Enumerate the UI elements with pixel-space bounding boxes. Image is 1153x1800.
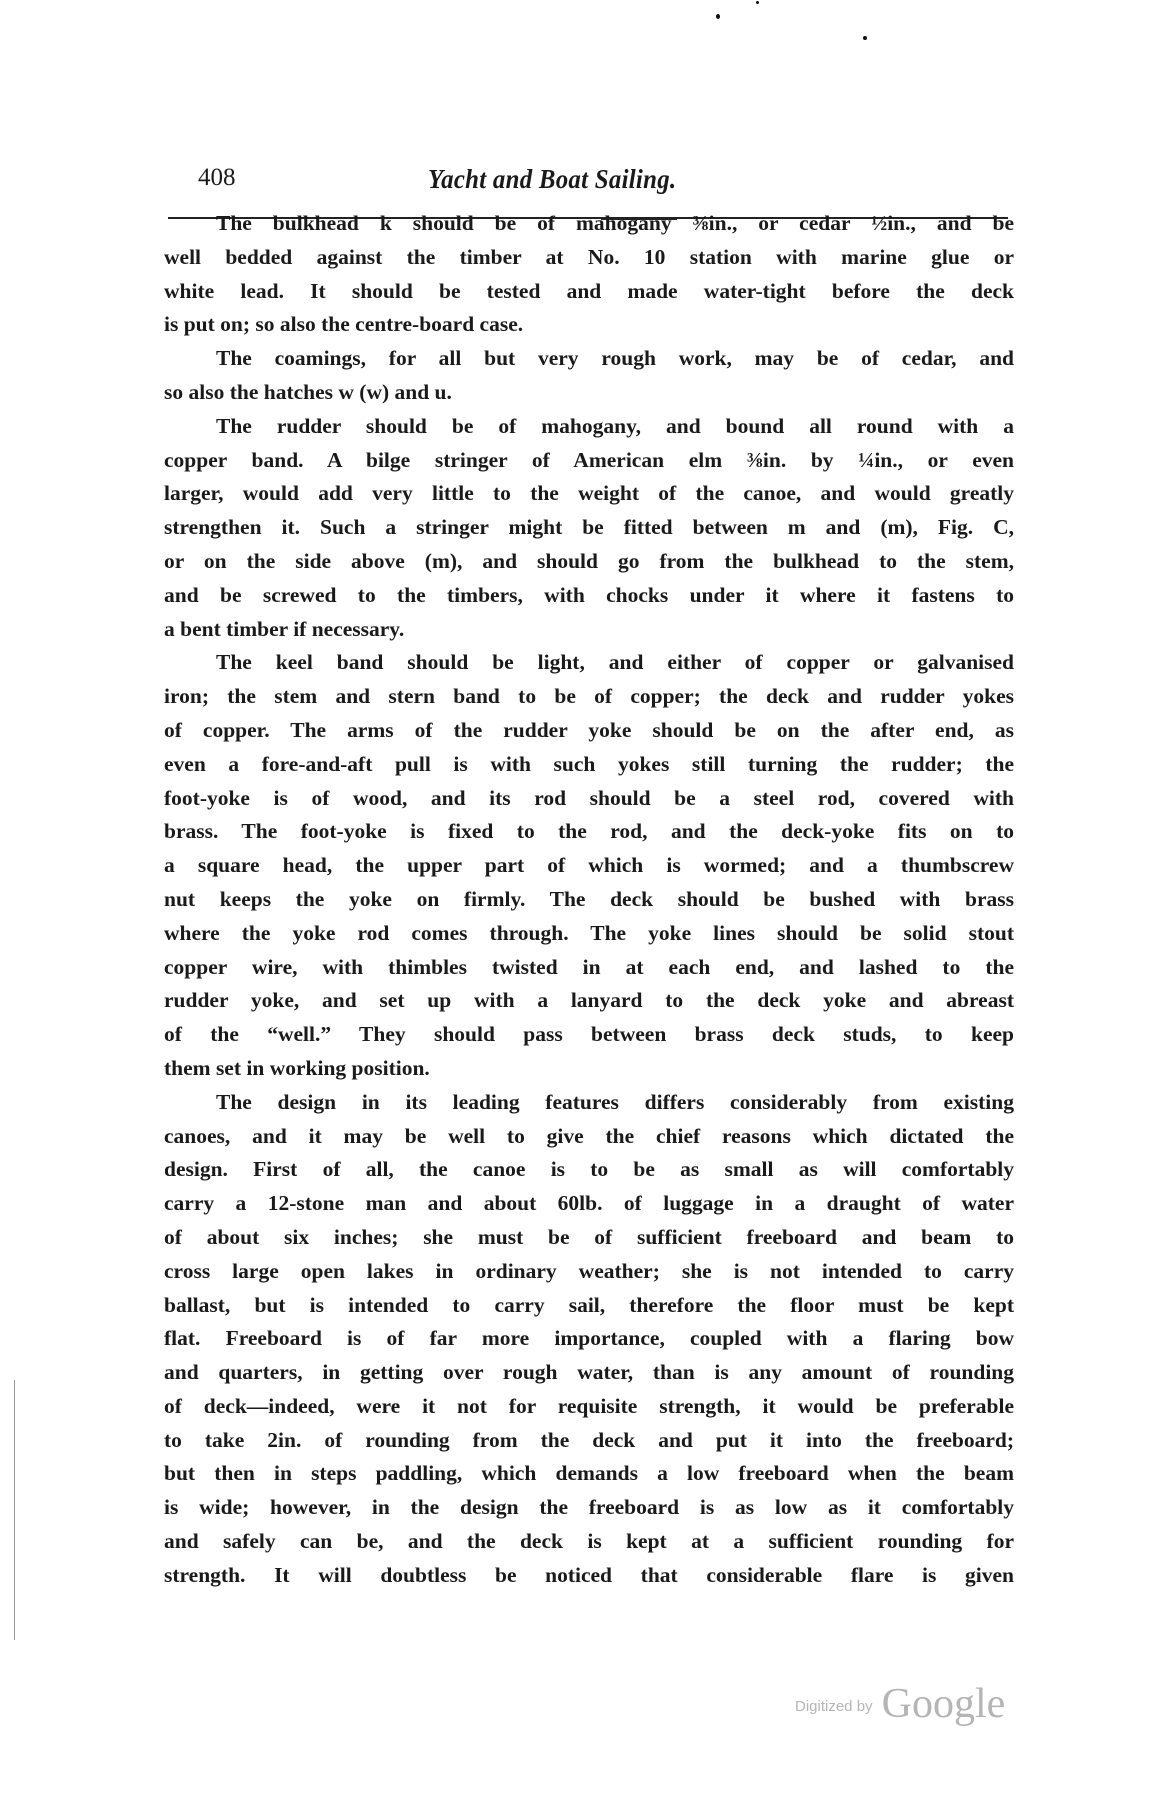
- text-line: nut keeps the yoke on firmly. The deck should be bushed with brass: [164, 886, 1014, 911]
- text-line: where the yoke rod comes through. The yoke lines should be solid stout: [164, 920, 1014, 945]
- text-line: rudder yoke, and set up with a lanyard to the deck yoke and abreast: [164, 988, 1014, 1013]
- text-line: is wide; however, in the design the freeboard is as low as it comfortably: [164, 1495, 1014, 1520]
- text-line: but then in steps paddling, which demands a low freeboard when the beam: [164, 1461, 1014, 1486]
- text-line: strengthen it. Such a stringer might be fitted between m and (m), Fig. C,: [164, 515, 1014, 540]
- text-line: iron; the stem and stern band to be of copper; the deck and rudder yokes: [164, 684, 1014, 709]
- text-line: The keel band should be light, and either of copper or galvanised: [216, 650, 1014, 675]
- scan-margin-line: [14, 1380, 15, 1640]
- text-line: The bulkhead k should be of mahogany ⅜in., or cedar ½in., and be: [216, 211, 1014, 235]
- text-line: them set in working position.: [164, 1055, 430, 1080]
- text-line: carry a 12-stone man and about 60lb. of luggage in a draught of water: [164, 1191, 1014, 1216]
- text-line: The coamings, for all but very rough work, may be of cedar, and: [216, 346, 1014, 371]
- body-text: [164, 207, 1014, 1593]
- text-line: of the “well.” They should pass between brass deck studs, to keep: [164, 1022, 1014, 1047]
- scan-speck: [716, 14, 720, 19]
- text-line: or on the side above (m), and should go from the bulkhead to the stem,: [164, 548, 1014, 573]
- text-line: and safely can be, and the deck is kept at a sufficient rounding for: [164, 1529, 1014, 1554]
- text-line: strength. It will doubtless be noticed that considerable flare is given: [164, 1562, 1014, 1587]
- text-line: a square head, the upper part of which is wormed; and a thumbscrew: [164, 853, 1014, 878]
- text-line: of about six inches; she must be of sufficient freeboard and beam to: [164, 1224, 1014, 1249]
- text-line: to take 2in. of rounding from the deck and put it into the freeboard;: [164, 1427, 1014, 1452]
- text-line: of deck—indeed, were it not for requisite strength, it would be preferable: [164, 1393, 1014, 1418]
- text-line: design. First of all, the canoe is to be as small as will comfortably: [164, 1157, 1014, 1182]
- running-title: Yacht and Boat Sailing.: [428, 164, 677, 194]
- text-line: even a fore-and-aft pull is with such yokes still turning the rudder; the: [164, 751, 1014, 776]
- text-line: so also the hatches w (w) and u.: [164, 379, 452, 404]
- text-line: white lead. It should be tested and made water-tight before the deck: [164, 278, 1014, 303]
- text-line: and quarters, in getting over rough water, than is any amount of rounding: [164, 1360, 1014, 1385]
- digitization-watermark: [795, 1680, 1005, 1728]
- scan-speck: [756, 1, 759, 4]
- text-line: copper band. A bilge stringer of American elm ⅜in. by ¼in., or even: [164, 447, 1014, 472]
- page-number: 408: [198, 164, 236, 191]
- text-line: a bent timber if necessary.: [164, 616, 405, 641]
- text-line: is put on; so also the centre-board case.: [164, 312, 524, 337]
- text-line: brass. The foot-yoke is fixed to the rod, and the deck-yoke fits on to: [164, 819, 1014, 844]
- page-header: [168, 164, 1008, 204]
- text-line: well bedded against the timber at No. 10 station with marine glue or: [164, 244, 1014, 269]
- google-logo: Google: [881, 1681, 1006, 1727]
- text-line: cross large open lakes in ordinary weather; she is not intended to carry: [164, 1258, 1014, 1283]
- digitized-by-label: Digitized by: [795, 1698, 873, 1715]
- text-line: The design in its leading features differs considerably from existing: [216, 1089, 1014, 1114]
- text-line: ballast, but is intended to carry sail, therefore the floor must be kept: [164, 1292, 1014, 1317]
- text-line: of copper. The arms of the rudder yoke should be on the after end, as: [164, 717, 1014, 742]
- text-line: copper wire, with thimbles twisted in at each end, and lashed to the: [164, 954, 1014, 979]
- scan-speck: [863, 36, 867, 40]
- text-line: canoes, and it may be well to give the chief reasons which dictated the: [164, 1123, 1014, 1148]
- text-line: flat. Freeboard is of far more importance, coupled with a flaring bow: [164, 1326, 1014, 1351]
- text-line: The rudder should be of mahogany, and bound all round with a: [216, 413, 1014, 438]
- text-line: and be screwed to the timbers, with chocks under it where it fastens to: [164, 582, 1014, 607]
- text-line: larger, would add very little to the weight of the canoe, and would greatly: [164, 481, 1014, 506]
- text-line: foot-yoke is of wood, and its rod should be a steel rod, covered with: [164, 785, 1014, 810]
